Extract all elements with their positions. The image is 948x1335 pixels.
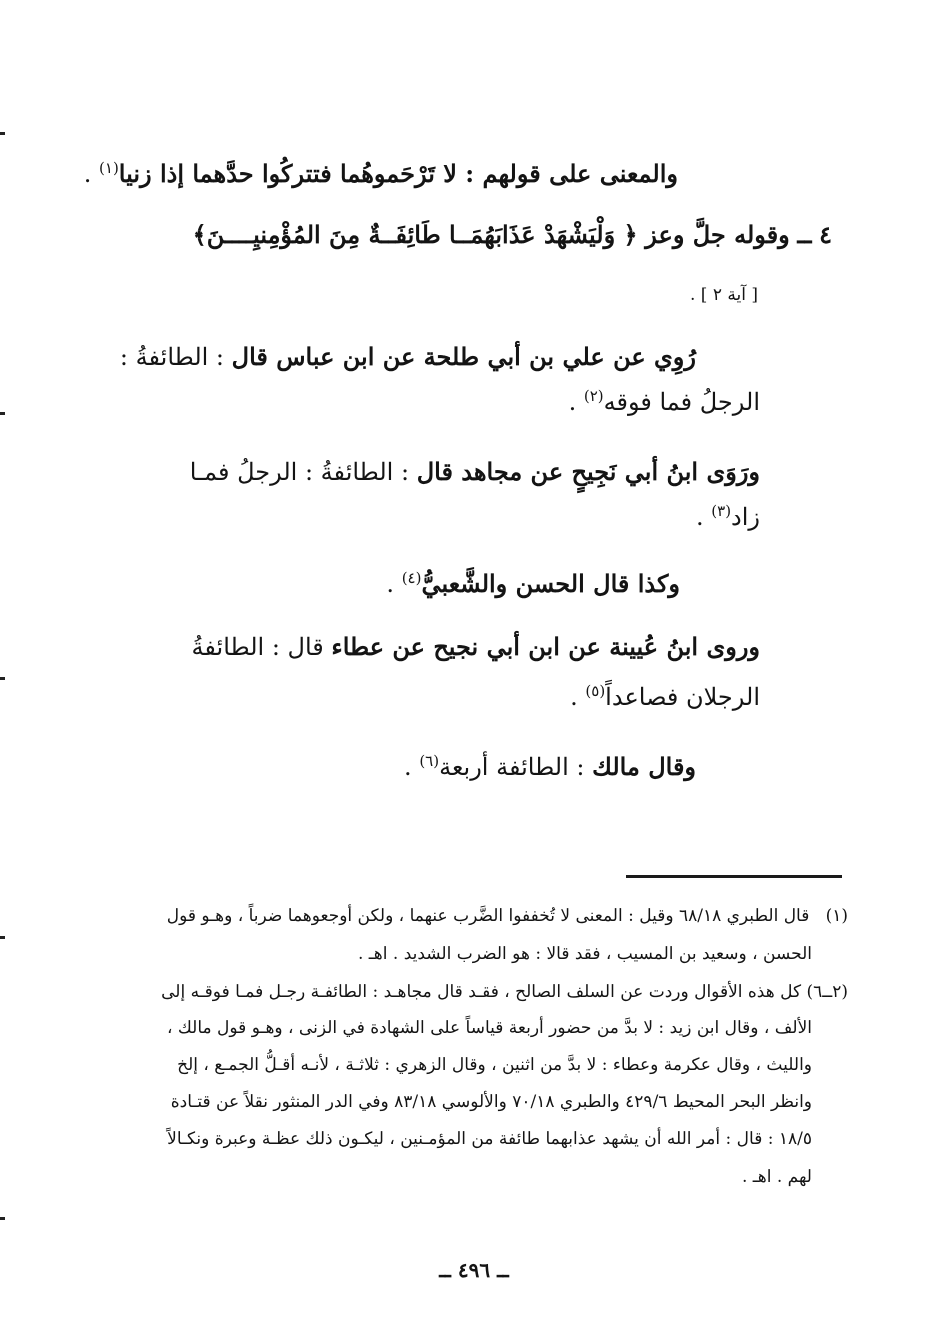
footnote-text: قال الطبري ٦٨/١٨ وقيل : المعنى لا تُخففوا الضَّرب عنهما ، ولكن أوجعوهما ضرباً ، وهـو قول: [166, 906, 810, 926]
item-4-line: [193, 218, 832, 252]
footnote-ref-3: (٣): [711, 502, 732, 520]
footnote-2-line-3: [177, 1053, 812, 1077]
footnote-text: لهم . اهـ .: [741, 1167, 812, 1187]
footnote-text: الألف ، وقال ابن زيد : لا بدَّ من حضور أربعة قياساً على الشهادة في الزنى ، وهـو قول مالك ،: [166, 1018, 812, 1038]
narration-lead: وروى ابنُ عُيينة عن ابن أبي نجيح عن عطاء: [331, 632, 760, 661]
punctuation: .: [386, 570, 402, 598]
main-text: والمعنى على قولهم : لا تَرْحَموهُما فتتركُوا حدَّهما إذا زنيا: [118, 159, 678, 188]
margin-mark: [0, 412, 5, 415]
paragraph-1-line-2: [569, 385, 760, 419]
narration-text: الرجلان فصاعداً: [605, 683, 760, 711]
footnote-ref-5: (٥): [585, 682, 606, 700]
narration-text: : الطائفةُ :: [119, 343, 232, 371]
punctuation: .: [568, 388, 584, 416]
footnote-separator: [626, 875, 842, 878]
punctuation: .: [696, 503, 712, 531]
paragraph-4-line-1: [192, 630, 760, 664]
footnote-text: ١٨/٥ : قال : أمر الله أن يشهد عذابهما طائفة من المؤمـنين ، ليكـون ذلك عظـة وعبرة ونكـالاً: [167, 1129, 812, 1149]
paragraph-3: [386, 567, 680, 601]
footnote-1-line-2: [358, 942, 812, 966]
footnote-text: والليث ، وقال عكرمة وعطاء : لا بدَّ من اثنين ، وقال الزهري : ثلاثـة ، لأنـه أقـلُّ الجمـع ، إلخ: [177, 1055, 812, 1075]
footnote-2-line-4: [171, 1090, 812, 1114]
margin-mark: [0, 132, 5, 135]
paragraph-2-line-2: [696, 500, 760, 534]
footnote-ref-1: (١): [99, 159, 119, 177]
narration-text: الرجلُ فما فوقه: [603, 388, 760, 416]
narration-text: قال : الطائفةُ: [191, 633, 332, 661]
narration-lead: رُوِي عن علي بن أبي طلحة عن ابن عباس قال: [231, 342, 696, 371]
footnote-text: الحسن ، وسعيد بن المسيب ، فقد قالا : هو الضرب الشديد . اهـ .: [358, 944, 812, 964]
punctuation: .: [570, 683, 586, 711]
margin-mark: [0, 1217, 5, 1220]
quran-verse: ﴿ وَلْيَشْهَدْ عَذَابَهُمَــا طَائِفَــةٌ مِنَ المُؤْمِنيِــــنَ﴾: [192, 220, 638, 249]
verse-reference: [690, 278, 758, 312]
punctuation: .: [404, 753, 420, 781]
paragraph-4-line-2: [570, 680, 760, 714]
verse-reference-text: [ آية ٢ ] .: [690, 285, 758, 305]
item-number: ٤: [819, 220, 832, 249]
narration-text: : الطائفةُ : الرجلُ فمـا: [189, 458, 417, 486]
item-dash: ــ: [797, 220, 812, 249]
paragraph-1-line-1: [120, 340, 696, 374]
footnote-ref-6: (٦): [419, 752, 440, 770]
footnote-marker: (١): [825, 906, 848, 926]
paragraph-2-line-1: [190, 455, 760, 489]
footnote-text: وانظر البحر المحيط ٤٢٩/٦ والطبري ٧٠/١٨ والألوسي ٨٣/١٨ وفي الدر المنثور نقلاً عن قتـادة: [170, 1092, 812, 1112]
item-lead: وقوله جلَّ وعز: [645, 220, 790, 249]
footnote-1-line-1: [167, 904, 848, 928]
footnote-marker: (٢ــ٦): [806, 982, 848, 1002]
narration-lead: ورَوَى ابنُ أبي نَجِيحٍ عن مجاهد قال: [416, 457, 760, 486]
punctuation: .: [83, 160, 100, 188]
footnote-2-line-6: [742, 1165, 812, 1189]
margin-mark: [0, 936, 5, 939]
paragraph-5: [404, 750, 696, 784]
footnote-ref-2: (٢): [583, 387, 604, 405]
margin-mark: [0, 677, 5, 680]
footnote-ref-4: (٤): [401, 569, 422, 587]
narration-lead: وقال مالك: [592, 752, 696, 781]
main-line-1: [84, 157, 678, 191]
footnote-2-line-5: [167, 1127, 812, 1151]
narration-text: : الطائفة أربعة: [439, 753, 593, 781]
page-number: ــ ٤٩٦ ــ: [439, 1258, 509, 1282]
footnote-text: كل هذه الأقوال وردت عن السلف الصالح ، فقـد قال مجاهـد : الطائفـة رجـل فمـا فوقـه إلى: [161, 982, 802, 1002]
footnote-2-line-2: [167, 1016, 812, 1040]
footnote-2-line-1: [161, 980, 848, 1004]
narration-text: زاد: [731, 503, 760, 531]
narration-lead: وكذا قال الحسن والشَّعبيُّ: [421, 569, 680, 598]
